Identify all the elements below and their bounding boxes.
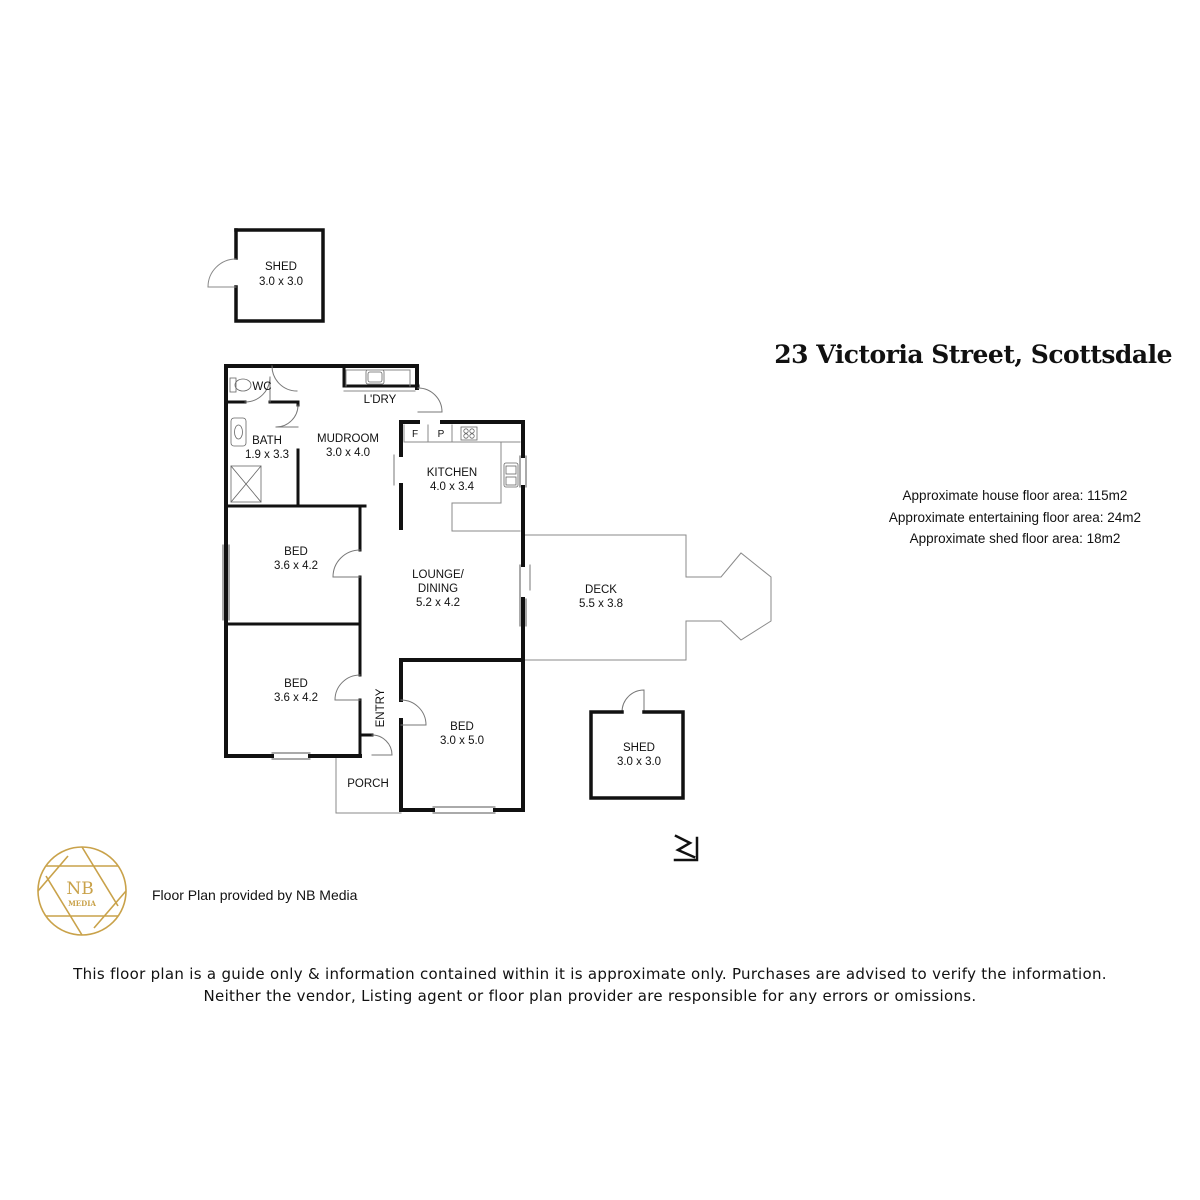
logo-text-1: NB — [66, 879, 94, 899]
lounge-size: 5.2 x 4.2 — [415, 597, 461, 609]
bed3-label: BED — [450, 721, 474, 733]
shed-bottom — [591, 712, 683, 798]
house-area: Approximate house floor area: 115m2 — [902, 488, 1128, 503]
lounge-label-2: DINING — [417, 583, 459, 595]
shed-area: Approximate shed floor area: 18m2 — [909, 531, 1121, 546]
floor-area-summary — [850, 485, 1180, 550]
shed-top-label: SHED — [265, 261, 297, 273]
entertaining-area: Approximate entertaining floor area: 24m2 — [888, 509, 1142, 525]
laundry-bench — [344, 370, 415, 391]
lounge-label-1: LOUNGE/ — [412, 569, 464, 581]
mudroom-size: 3.0 x 4.0 — [325, 447, 371, 459]
bed2-size: 3.6 x 4.2 — [273, 692, 319, 704]
deck-outline — [525, 535, 771, 660]
bed3-size: 3.0 x 5.0 — [439, 735, 485, 747]
window-icon — [223, 456, 526, 813]
deck-label: DECK — [585, 584, 617, 596]
wc-label: WC — [252, 381, 272, 393]
door-swing-icon — [208, 259, 236, 287]
bed2-label: BED — [284, 678, 308, 690]
disclaimer-line-1: This floor plan is a guide only & information contained within it is approximate only. Purchases are advised to verify the information. — [73, 965, 1107, 983]
bath-size: 1.9 x 3.3 — [244, 449, 290, 461]
shed-top-size: 3.0 x 3.0 — [258, 276, 304, 288]
property-title: 23 Victoria Street, Scottsdale — [774, 340, 1172, 369]
bed1-size: 3.6 x 4.2 — [273, 560, 319, 572]
pantry-label: P — [437, 429, 445, 440]
fridge-label: F — [411, 429, 419, 440]
floor-plan-credit: Floor Plan provided by NB Media — [152, 887, 358, 903]
nb-media-logo — [32, 844, 132, 938]
shed-bottom-size: 3.0 x 3.0 — [616, 756, 662, 768]
mudroom-label: MUDROOM — [317, 433, 379, 445]
bath-label: BATH — [252, 435, 282, 447]
entry-label: ENTRY — [375, 688, 387, 728]
laundry-label: L'DRY — [363, 394, 397, 406]
toilet-icon — [230, 378, 251, 392]
cooktop-icon — [461, 427, 477, 440]
interior-walls — [226, 366, 418, 756]
shower-icon — [231, 466, 261, 502]
deck-size: 5.5 x 3.8 — [578, 598, 624, 610]
porch-label: PORCH — [347, 778, 389, 790]
logo-text-2: MEDIA — [68, 899, 96, 908]
bed1-label: BED — [284, 546, 308, 558]
north-arrow-icon — [675, 836, 697, 860]
kitchen-size: 4.0 x 3.4 — [429, 481, 475, 493]
disclaimer-line-2: Neither the vendor, Listing agent or floor plan provider are responsible for any errors or omissions. — [203, 987, 977, 1005]
shed-bottom-label: SHED — [623, 742, 655, 754]
disclaimer — [0, 963, 1180, 1007]
kitchen-label: KITCHEN — [426, 467, 478, 479]
